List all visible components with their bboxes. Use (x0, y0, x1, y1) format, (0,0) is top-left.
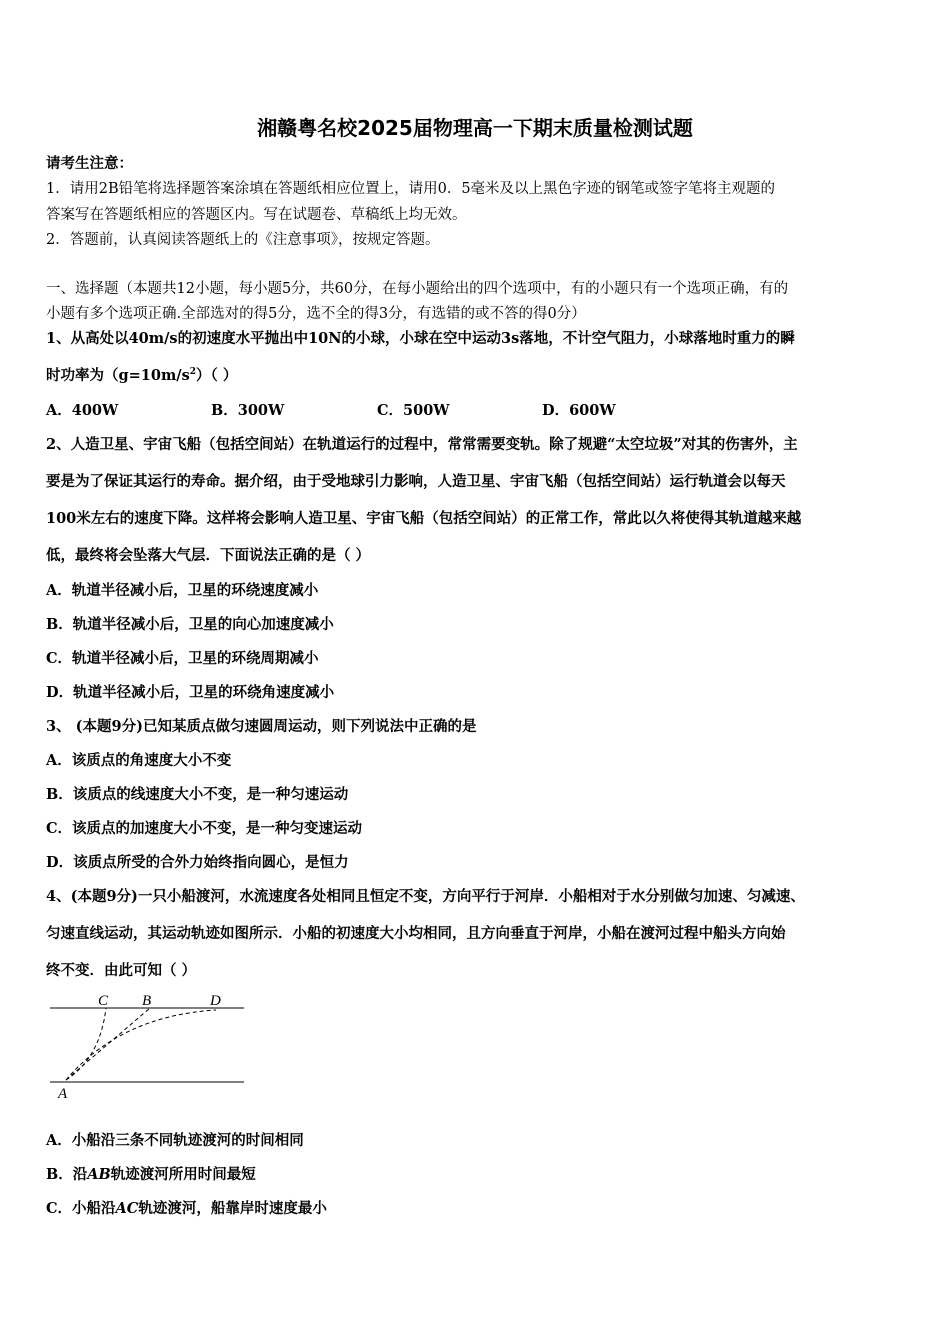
question-4-option-c-end: 轨迹渡河，船靠岸时速度最小 (138, 1200, 327, 1217)
question-1-option-a[interactable]: A．400W (46, 402, 119, 419)
page-title: 湘赣粤名校2025届物理高一下期末质量检测试题 (257, 116, 693, 140)
question-2-line-3: 100米左右的速度下降。这样将会影响人造卫星、宇宙飞船（包括空间站）的正常工作，常此以久将使得其轨道越来越 (46, 510, 802, 527)
question-1-line-2-end: ）（ ） (196, 367, 238, 384)
point-a-label: A (58, 1086, 68, 1102)
section-1-line-1: 一、选择题（本题共12小题，每小题5分，共60分，在每小题给出的四个选项中，有的小题只有一个选项正确，有的 (46, 281, 789, 297)
question-4-line-2: 匀速直线运动，其运动轨迹如图所示．小船的初速度大小均相同，且方向垂直于河岸，小船在渡河过程中船头方向始 (46, 925, 786, 942)
question-4-option-b-path: AB (87, 1166, 111, 1183)
question-4-option-b-start: B．沿 (46, 1166, 88, 1183)
question-3-stem: 3、 (本题9分)已知某质点做匀速圆周运动，则下列说法中正确的是 (46, 718, 477, 735)
notice-item-1-line-1: 1．请用2B铅笔将选择题答案涂填在答题纸相应位置上，请用0．5毫米及以上黑色字迹的钢笔或签字笔将主观题的 (46, 181, 776, 197)
point-d-label: D (210, 993, 221, 1009)
question-4-option-b[interactable] (46, 1163, 256, 1184)
question-2-line-2: 要是为了保证其运行的寿命。据介绍，由于受地球引力影响，人造卫星、宇宙飞船（包括空间站）运行轨道会以每天 (46, 473, 786, 490)
question-4-line-1: 4、(本题9分)一只小船渡河，水流速度各处相同且恒定不变，方向平行于河岸．小船相对于水分别做匀加速、匀减速、 (46, 888, 805, 905)
question-3-option-c[interactable]: C．该质点的加速度大小不变，是一种匀变速运动 (46, 820, 363, 837)
question-1-option-d[interactable]: D．600W (542, 402, 616, 419)
notice-heading: 请考生注意： (46, 155, 133, 172)
question-4-option-b-end: 轨迹渡河所用时间最短 (110, 1166, 256, 1183)
notice-item-2: 2．答题前，认真阅读答题纸上的《注意事项》，按规定答题。 (46, 232, 440, 248)
point-b-label: B (142, 993, 152, 1009)
question-2-line-4: 低，最终将会坠落大气层．下面说法正确的是（ ） (46, 547, 371, 564)
question-1-line-2-start: 时功率为（g=10m/s (46, 367, 190, 384)
section-1-line-2: 小题有多个选项正确.全部选对的得5分，选不全的得3分，有选错的或不答的得0分） (46, 306, 586, 322)
question-4-line-3: 终不变．由此可知（ ） (46, 962, 197, 979)
question-1-option-c[interactable]: C．500W (377, 402, 450, 419)
question-2-option-b[interactable]: B．轨道半径减小后，卫星的向心加速度减小 (46, 616, 334, 633)
question-1-line-1: 1、从高处以40m/s的初速度水平抛出中10N的小球，小球在空中运动3s落地，不计空气阻力，小球落地时重力的瞬 (46, 330, 795, 347)
trajectory-ad (66, 1010, 216, 1080)
question-4-option-c[interactable] (46, 1197, 327, 1218)
question-1-exponent: 2 (189, 367, 197, 378)
question-2-option-a[interactable]: A．轨道半径减小后，卫星的环绕速度减小 (46, 582, 319, 599)
question-1-option-b[interactable]: B．300W (211, 402, 285, 419)
question-4-option-c-start: C．小船沿 (46, 1200, 116, 1217)
question-4-option-c-path: AC (115, 1200, 139, 1217)
trajectory-ab (66, 1008, 150, 1080)
question-4-option-a[interactable]: A．小船沿三条不同轨迹渡河的时间相同 (46, 1132, 304, 1149)
question-2-option-c[interactable]: C．轨道半径减小后，卫星的环绕周期减小 (46, 650, 319, 667)
river-crossing-figure (40, 988, 260, 1106)
notice-item-1-line-2: 答案写在答题纸相应的答题区内。写在试题卷、草稿纸上均无效。 (46, 207, 467, 223)
question-3-option-b[interactable]: B．该质点的线速度大小不变，是一种匀速运动 (46, 786, 349, 803)
question-1-options (46, 399, 746, 419)
question-3-option-d[interactable]: D．该质点所受的合外力始终指向圆心，是恒力 (46, 854, 349, 871)
question-2-line-1: 2、人造卫星、宇宙飞船（包括空间站）在轨道运行的过程中，常常需要变轨。除了规避“太空垃圾”对其的伤害外，主 (46, 436, 798, 453)
question-2-option-d[interactable]: D．轨道半径减小后，卫星的环绕角速度减小 (46, 684, 335, 701)
point-c-label: C (98, 993, 109, 1009)
trajectory-ac (66, 1008, 106, 1080)
question-3-option-a[interactable]: A．该质点的角速度大小不变 (46, 752, 232, 769)
question-1-line-2 (46, 364, 237, 385)
